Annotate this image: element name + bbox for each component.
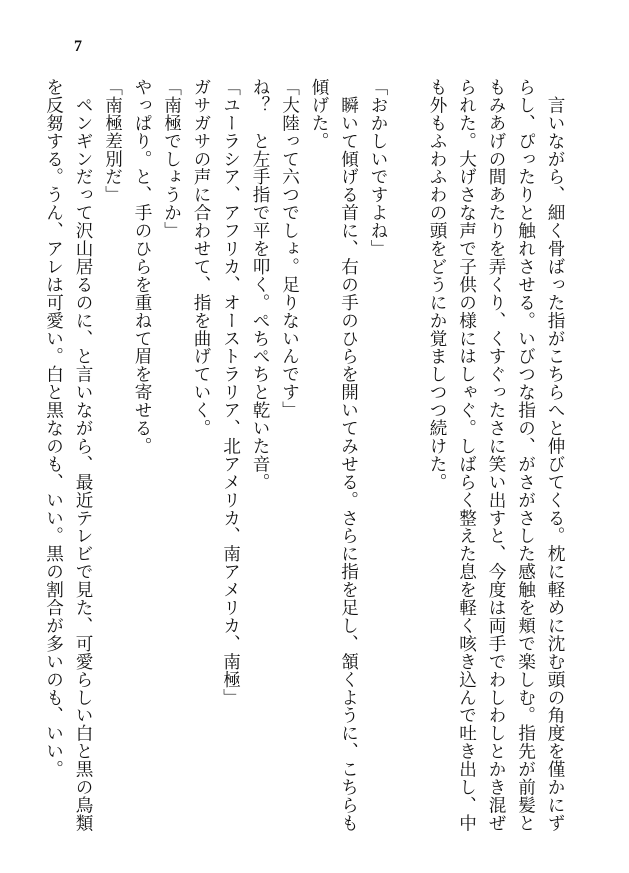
page-number: 7 xyxy=(74,38,82,55)
dialogue-line: 「ユーラシア、アフリカ、オーストラリア、北アメリカ、南アメリカ、南極」 xyxy=(220,78,241,707)
text-line: 言いながら、細く骨ばった指がこちらへと伸びてくる。枕に軽めに沈む頭の角度を僅かにず xyxy=(545,78,565,832)
text-line: も外もふわふわの頭をどうにか覚ましつつ続けた。 xyxy=(427,78,447,491)
text-line: もみあげの間あたりを弄くり、くすぐったさに笑い出すと、今度は両手でわしわしとかき混ぜ xyxy=(486,78,506,832)
body-text xyxy=(43,78,569,832)
text-line: を反芻する。うん、アレは可愛い。白と黒なのも、いい。黒の割合が多いのも、いい。 xyxy=(43,78,64,779)
dialogue-line: 「南極でしょうか」 xyxy=(161,78,182,240)
text-line: 瞬いて傾げる首に、右の手のひらを開いてみせる。さらに指を足し、頷くように、こちらも xyxy=(338,78,359,832)
dialogue-line: 「南極差別だ」 xyxy=(102,78,123,204)
dialogue-line: 「おかしいですよね」 xyxy=(368,78,388,258)
text-line: られた。大げさな声で子供の様にはしゃぐ。しばらく整えた息を軽く咳き込んで吐き出し、中 xyxy=(456,78,477,832)
text-line: ペンギンだって沢山居るのに、と言いながら、最近テレビで見た、可愛らしい白と黒の鳥類 xyxy=(73,78,93,832)
text-line: ガサガサの声に合わせて、指を曲げていく。 xyxy=(191,78,211,437)
text-line: らし、ぴったりと触れさせる。いびつな指の、がさがさした感触を頬で楽しむ。指先が前髪と xyxy=(515,78,536,832)
text-line: ね？ と左手指で平を叩く。ぺちぺちと乾いた音。 xyxy=(250,78,270,491)
blank-line xyxy=(392,78,422,818)
text-line: 傾げた。 xyxy=(309,78,329,150)
dialogue-line: 「大陸って六つでしょ。足りないんです」 xyxy=(279,78,300,420)
text-line: やっぱり。と、手のひらを重ねて眉を寄せる。 xyxy=(132,78,152,455)
